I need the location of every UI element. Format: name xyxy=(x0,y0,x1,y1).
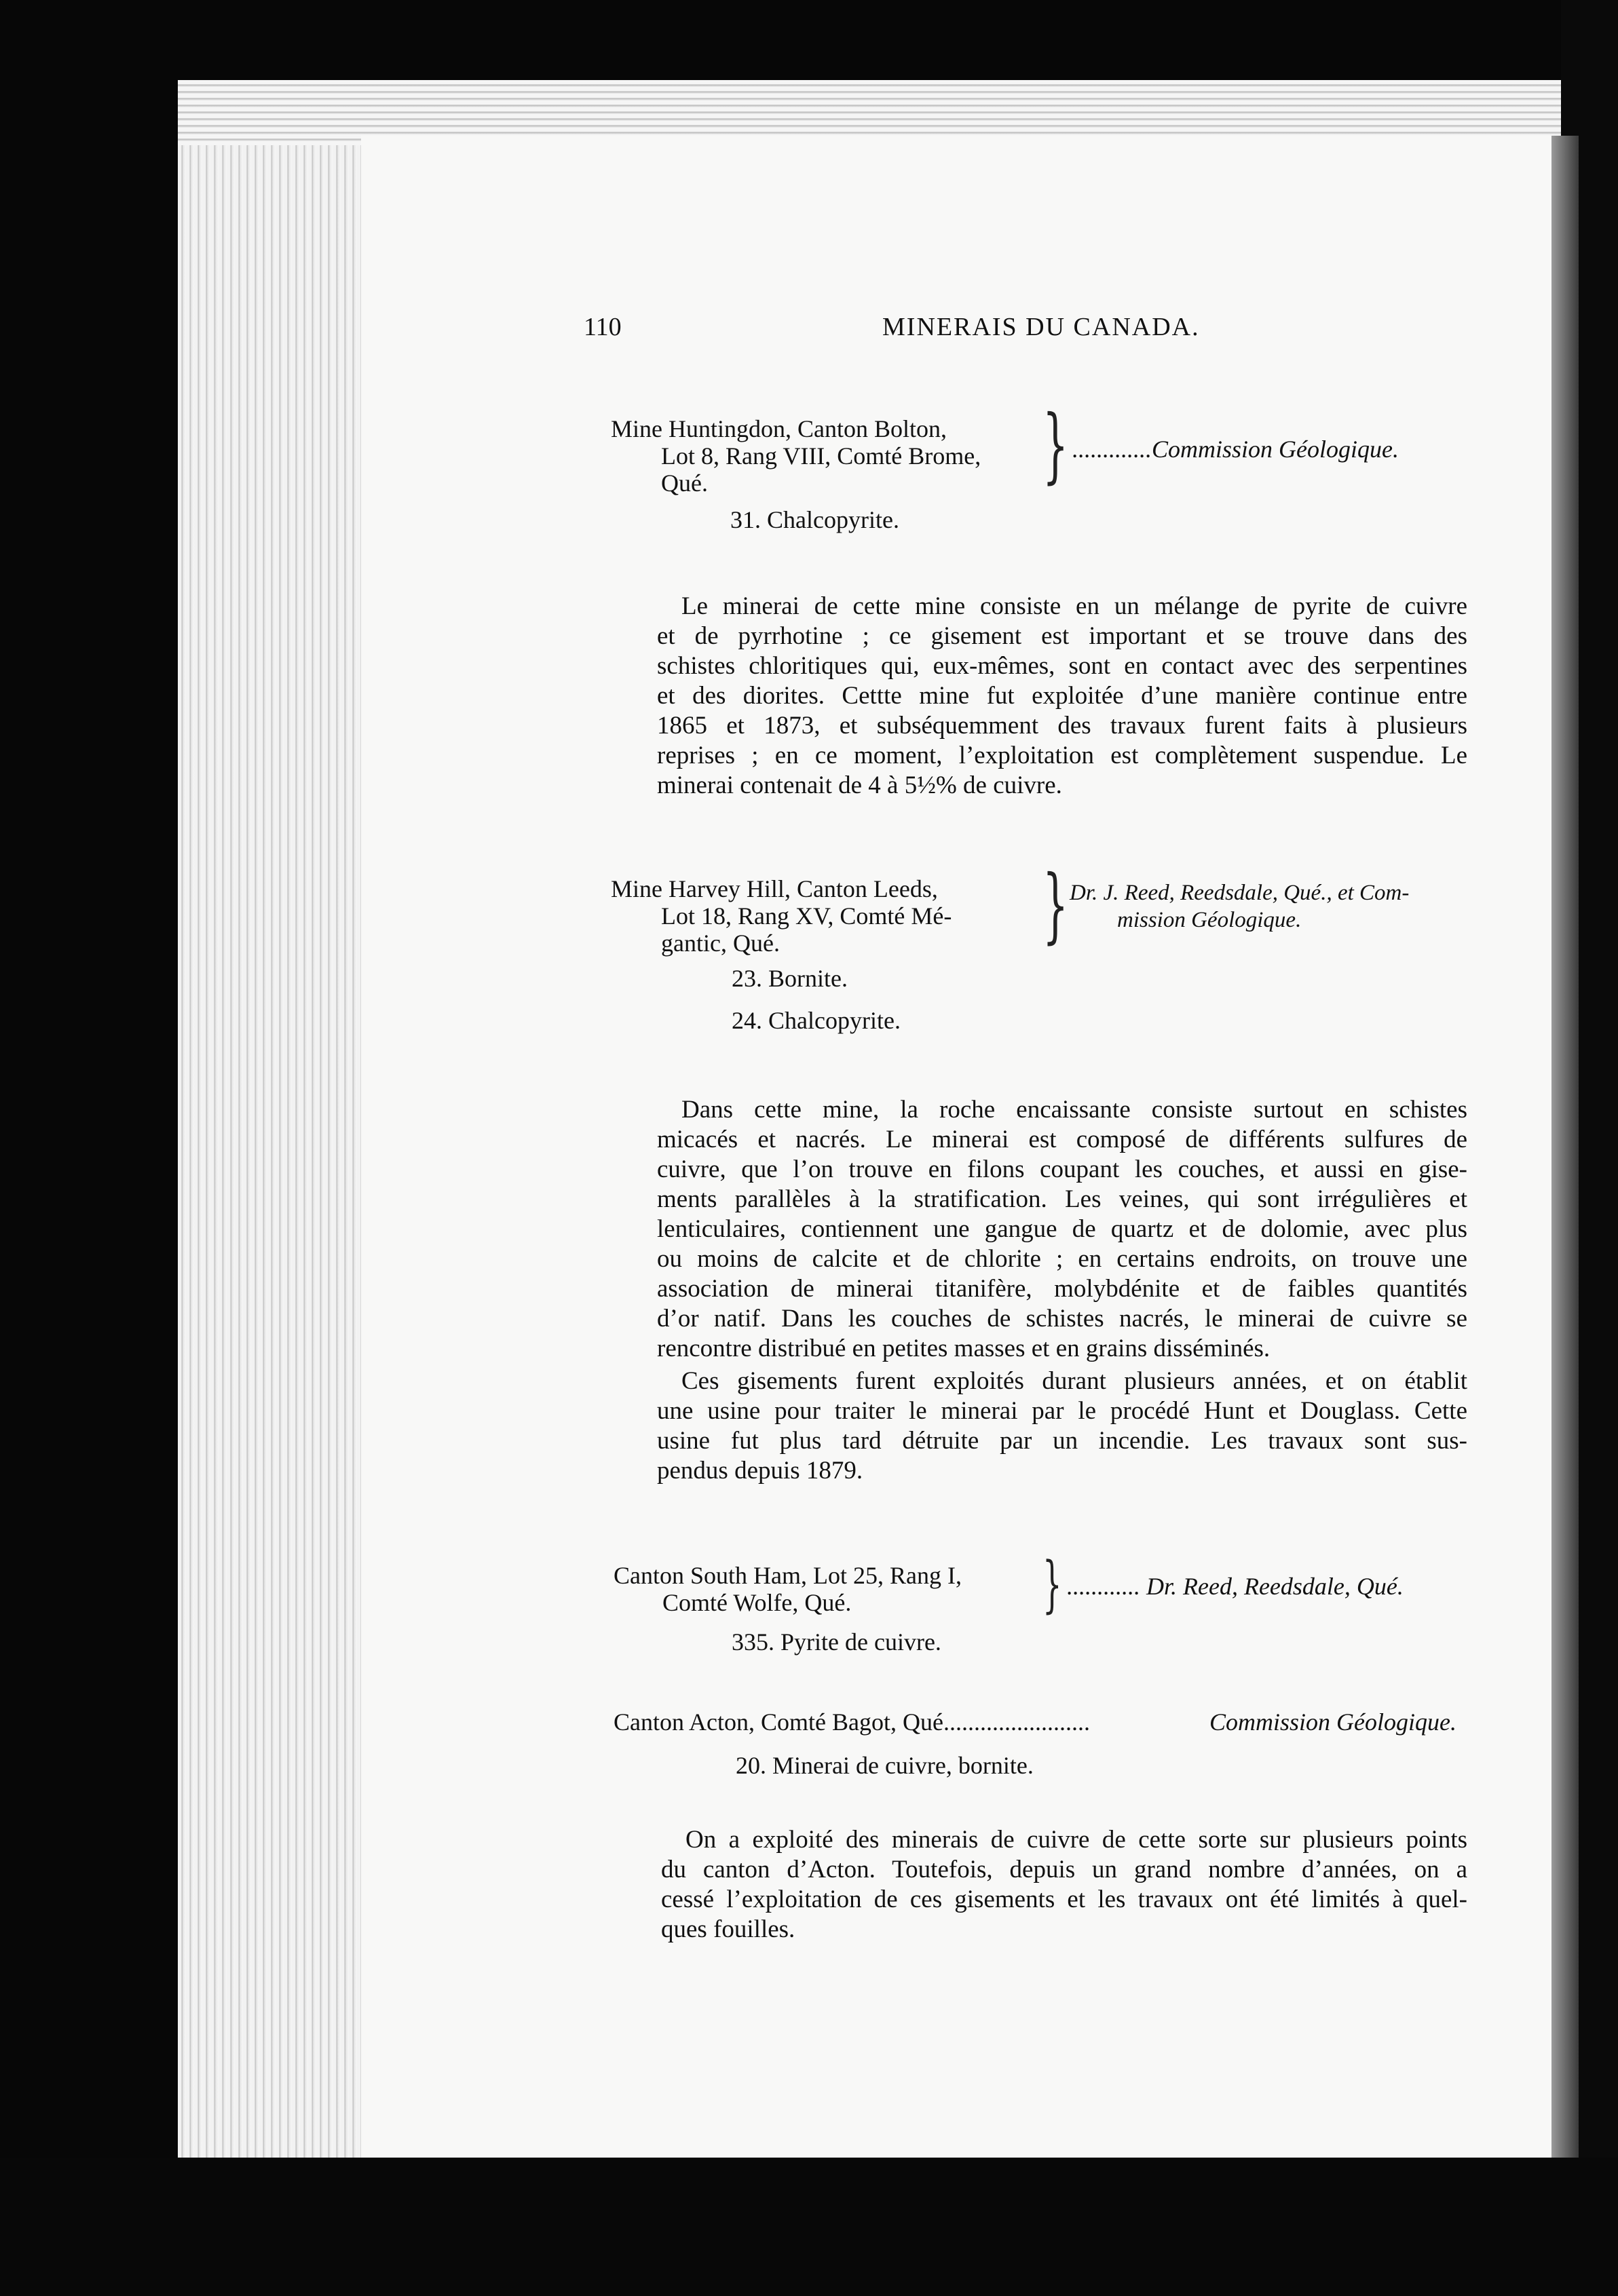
text-line: Ces gisements furent exploités durant plusieurs années, et on établit xyxy=(681,1367,1467,1395)
text-line: rencontre distribué en petites masses et en grains disséminés. xyxy=(657,1335,1271,1362)
text-line: une usine pour traiter le minerai par le procédé Hunt et Douglass. Cette xyxy=(657,1397,1467,1425)
source-text: .............Commission Géologique. xyxy=(1072,436,1399,463)
text-line: ou moins de calcite et de chlorite ; en certains endroits, on trouve une xyxy=(657,1245,1467,1273)
text-line: cuivre, que l’on trouve en filons coupant les couches, et aussi en gise- xyxy=(657,1155,1467,1183)
text-line: association de minerai titanifère, molybdénite et de faibles quantités xyxy=(657,1275,1467,1303)
text-line: et des diorites. Cettte mine fut exploitée d’une manière continue entre xyxy=(657,682,1467,710)
text-line: d’or natif. Dans les couches de schistes nacrés, le minerai de cuivre se xyxy=(657,1305,1467,1333)
specimen-label: 23. Bornite. xyxy=(732,965,848,992)
locality-line: Mine Huntingdon, Canton Bolton, xyxy=(611,415,947,442)
paragraph xyxy=(657,1095,1467,1364)
specimen-label: 24. Chalcopyrite. xyxy=(732,1007,901,1034)
locality-line: Lot 8, Rang VIII, Comté Brome, xyxy=(661,442,981,470)
running-title: MINERAIS DU CANADA. xyxy=(882,313,1200,341)
bracket: } xyxy=(1042,858,1069,953)
locality-line: Mine Harvey Hill, Canton Leeds, xyxy=(611,875,938,902)
text-line: Le minerai de cette mine consiste en un mélange de pyrite de cuivre xyxy=(681,592,1467,620)
text-line: schistes chloritiques qui, eux-mêmes, sont en contact avec des serpentines xyxy=(657,652,1467,680)
page-stack-edges xyxy=(178,80,361,2158)
specimen-label: 31. Chalcopyrite. xyxy=(730,506,899,533)
locality-line: gantic, Qué. xyxy=(661,930,780,957)
text-line: ments parallèles à la stratification. Les veines, qui sont irrégulières et xyxy=(657,1185,1467,1213)
bracket: } xyxy=(1042,398,1069,493)
source-text: mission Géologique. xyxy=(1117,908,1302,932)
source-text: Dr. J. Reed, Reedsdale, Qué., et Com- xyxy=(1070,881,1410,905)
locality-line: Lot 18, Rang XV, Comté Mé- xyxy=(661,902,952,930)
scan-background-bottom xyxy=(0,2158,1618,2296)
text-line: minerai contenait de 4 à 5½% de cuivre. xyxy=(657,771,1062,799)
paragraph xyxy=(661,1825,1467,1945)
page-number: 110 xyxy=(584,313,622,341)
scan-background-top xyxy=(0,0,1618,80)
source-text: Commission Géologique. xyxy=(1209,1708,1456,1736)
text-line: 1865 et 1873, et subséquemment des travaux furent faits à plusieurs xyxy=(657,712,1467,740)
text-line: On a exploité des minerais de cuivre de cette sorte sur plusieurs points xyxy=(685,1826,1467,1854)
text-line: micacés et nacrés. Le minerai est composé de différents sulfures de xyxy=(657,1126,1467,1153)
bracket: } xyxy=(1042,1549,1062,1620)
locality-line: Comté Wolfe, Qué. xyxy=(662,1589,852,1616)
specimen-label: 335. Pyrite de cuivre. xyxy=(732,1628,941,1656)
specimen-label: 20. Minerai de cuivre, bornite. xyxy=(736,1752,1034,1779)
text-line: reprises ; en ce moment, l’exploitation est complètement suspendue. Le xyxy=(657,742,1467,769)
text-line: lenticulaires, contiennent une gangue de quartz et de dolomie, avec plus xyxy=(657,1215,1467,1243)
text-line: pendus depuis 1879. xyxy=(657,1457,863,1485)
text-line: usine fut plus tard détruite par un incendie. Les travaux sont sus- xyxy=(657,1427,1467,1455)
locality-line: Canton Acton, Comté Bagot, Qué........................ xyxy=(614,1708,1090,1736)
scan-background-left xyxy=(0,0,178,2296)
locality-line: Canton South Ham, Lot 25, Rang I, xyxy=(614,1562,962,1589)
locality-line: Qué. xyxy=(661,470,708,497)
text-line: ques fouilles. xyxy=(661,1915,795,1943)
text-line: du canton d’Acton. Toutefois, depuis un grand nombre d’années, on a xyxy=(661,1856,1467,1883)
paragraph xyxy=(657,592,1467,801)
paragraph xyxy=(657,1366,1467,1486)
page-right-shadow xyxy=(1551,136,1579,2158)
text-line: et de pyrrhotine ; ce gisement est important et se trouve dans des xyxy=(657,622,1467,650)
text-line: cessé l’exploitation de ces gisements et les travaux ont été limités à quel- xyxy=(661,1886,1467,1913)
text-line: Dans cette mine, la roche encaissante consiste surtout en schistes xyxy=(681,1096,1467,1124)
source-text: ............ Dr. Reed, Reedsdale, Qué. xyxy=(1067,1573,1404,1600)
